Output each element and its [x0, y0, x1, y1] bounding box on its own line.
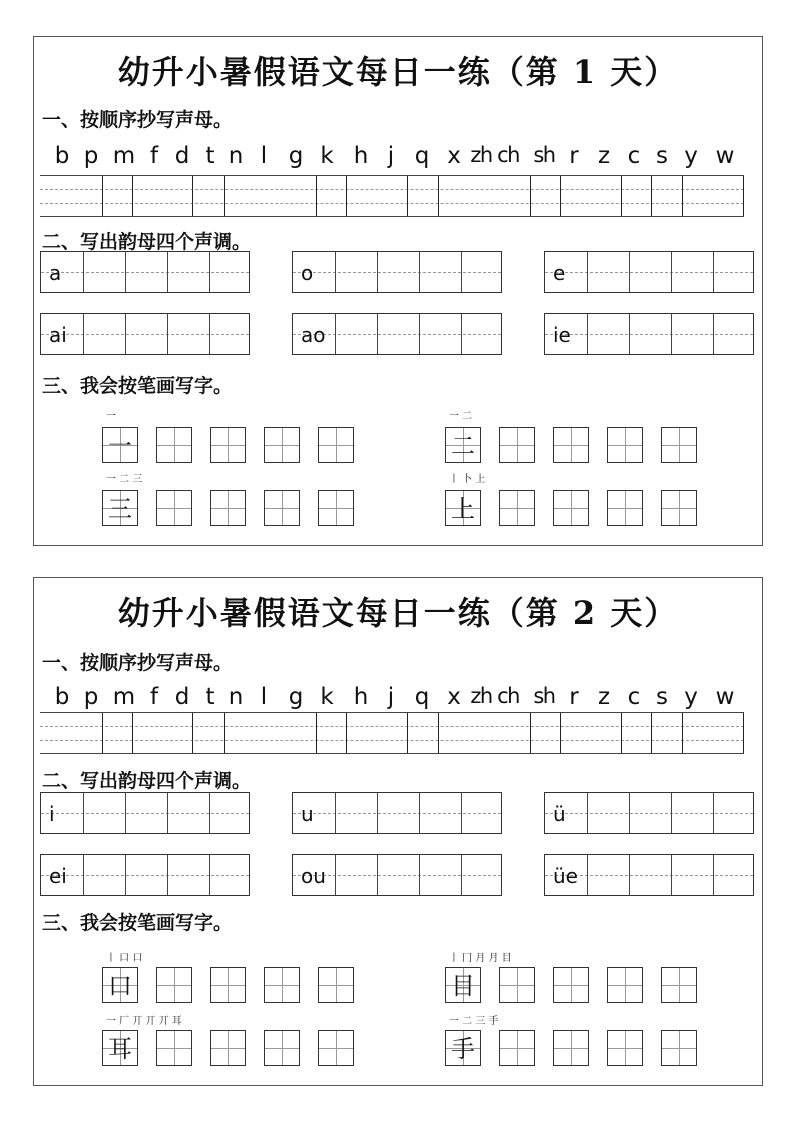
guide-line: [40, 203, 744, 204]
tone-grid-ai[interactable]: [40, 313, 250, 355]
tone-cell[interactable]: [209, 252, 251, 292]
stroke-order: 丨 口 口: [106, 953, 143, 964]
tone-grid-ü[interactable]: [544, 792, 754, 834]
tone-grid-e[interactable]: [544, 251, 754, 293]
tone-cell[interactable]: [419, 855, 461, 895]
initial-sh: sh: [533, 684, 555, 708]
page-title: 幼升小暑假语文每日一练（第 1 天）: [117, 53, 679, 91]
practice-box[interactable]: [264, 427, 300, 463]
tone-cell[interactable]: [83, 252, 125, 292]
tone-cell[interactable]: [335, 793, 377, 833]
initial-z: z: [597, 684, 611, 710]
guide-line: [571, 968, 572, 1002]
guide-line: [679, 1031, 680, 1065]
divider-tick: [407, 176, 408, 216]
worksheet-day-1: [33, 36, 763, 546]
divider-tick: [560, 176, 561, 216]
tone-cell[interactable]: [83, 855, 125, 895]
tone-cell[interactable]: [125, 252, 167, 292]
practice-box[interactable]: [210, 427, 246, 463]
practice-box[interactable]: [607, 490, 643, 526]
practice-box[interactable]: [156, 490, 192, 526]
tone-cell[interactable]: [125, 855, 167, 895]
practice-box[interactable]: [499, 1030, 535, 1066]
stroke-order: 一 二 三 手: [449, 1016, 499, 1027]
tone-grid-üe[interactable]: [544, 854, 754, 896]
tone-cell[interactable]: [377, 855, 419, 895]
tone-cell[interactable]: [335, 252, 377, 292]
practice-box[interactable]: [499, 490, 535, 526]
tone-cell[interactable]: [167, 855, 209, 895]
initial-y: y: [684, 143, 698, 169]
practice-box[interactable]: [264, 967, 300, 1003]
guide-line: [517, 428, 518, 462]
divider-tick: [682, 176, 683, 216]
initial-n: n: [228, 143, 244, 169]
initial-m: m: [112, 684, 136, 710]
initial-l: l: [260, 684, 268, 710]
tone-cell[interactable]: [713, 793, 755, 833]
divider-tick: [224, 713, 225, 753]
model-char: 二: [451, 432, 475, 460]
tone-cell[interactable]: [419, 793, 461, 833]
initial-s: s: [656, 684, 668, 710]
divider-tick: [438, 176, 439, 216]
divider-tick: [192, 713, 193, 753]
initial-z: z: [597, 143, 611, 169]
initial-j: j: [387, 143, 395, 169]
initial-q: q: [414, 143, 430, 169]
initial-k: k: [320, 143, 334, 169]
practice-box[interactable]: [156, 427, 192, 463]
practice-box[interactable]: [661, 490, 697, 526]
tone-grid-a[interactable]: [40, 251, 250, 293]
tone-cell[interactable]: [209, 793, 251, 833]
tone-cell[interactable]: [587, 314, 629, 354]
divider-tick: [651, 176, 652, 216]
practice-box[interactable]: [553, 427, 589, 463]
tone-cell[interactable]: [125, 314, 167, 354]
model-char-box: [445, 490, 481, 526]
section-3-heading: 三、我会按笔画写字。: [42, 375, 233, 397]
tone-cell[interactable]: [713, 314, 755, 354]
tone-cell[interactable]: [629, 793, 671, 833]
practice-box[interactable]: [499, 967, 535, 1003]
guide-line: [679, 968, 680, 1002]
tone-cell[interactable]: [587, 793, 629, 833]
guide-line: [571, 428, 572, 462]
worksheet-day-2: [33, 577, 763, 1086]
section-2-heading: 二、写出韵母四个声调。: [42, 231, 252, 253]
model-char: 上: [451, 495, 475, 523]
initial-ch: ch: [497, 143, 519, 167]
model-char-box: [445, 967, 481, 1003]
practice-box[interactable]: [264, 490, 300, 526]
section-1-heading: 一、按顺序抄写声母。: [42, 652, 233, 674]
tone-cell[interactable]: [587, 252, 629, 292]
final-label: a: [49, 261, 62, 285]
practice-box[interactable]: [264, 1030, 300, 1066]
guide-line: [336, 968, 337, 1002]
tone-cell[interactable]: [83, 314, 125, 354]
practice-box[interactable]: [318, 427, 354, 463]
tone-cell[interactable]: [209, 855, 251, 895]
stroke-order: 丨 冂 月 月 目: [449, 953, 512, 964]
guide-line: [282, 428, 283, 462]
divider-tick: [560, 713, 561, 753]
initial-x: x: [447, 684, 461, 710]
initial-g: g: [288, 143, 304, 169]
initial-j: j: [387, 684, 395, 710]
initial-d: d: [174, 684, 190, 710]
final-label: ü: [553, 802, 566, 826]
tone-grid-ao[interactable]: [292, 313, 502, 355]
divider-tick: [346, 713, 347, 753]
initial-c: c: [627, 684, 641, 710]
guide-line: [282, 1031, 283, 1065]
initial-t: t: [205, 143, 215, 169]
tone-cell[interactable]: [83, 793, 125, 833]
divider-tick: [621, 713, 622, 753]
tone-cell[interactable]: [713, 855, 755, 895]
practice-box[interactable]: [156, 1030, 192, 1066]
initial-b: b: [54, 684, 70, 710]
guide-line: [625, 968, 626, 1002]
initial-f: f: [149, 684, 159, 710]
guide-line: [40, 726, 744, 727]
initial-t: t: [205, 684, 215, 710]
practice-box[interactable]: [156, 967, 192, 1003]
initials-copy-box[interactable]: [40, 175, 744, 217]
divider-tick: [743, 176, 744, 216]
initial-p: p: [83, 143, 99, 169]
tone-grid-u[interactable]: [292, 792, 502, 834]
tone-grid-i[interactable]: [40, 792, 250, 834]
initial-zh: zh: [470, 684, 492, 708]
initial-l: l: [260, 143, 268, 169]
initial-d: d: [174, 143, 190, 169]
section-1-heading: 一、按顺序抄写声母。: [42, 109, 233, 131]
divider-tick: [530, 713, 531, 753]
guide-line: [571, 491, 572, 525]
final-label: ou: [301, 864, 326, 888]
tone-cell[interactable]: [713, 252, 755, 292]
model-char: 口: [108, 972, 132, 1000]
initial-y: y: [684, 684, 698, 710]
initial-g: g: [288, 684, 304, 710]
tone-cell[interactable]: [671, 855, 713, 895]
final-label: ao: [301, 323, 326, 347]
initial-w: w: [715, 143, 735, 169]
initials-copy-box[interactable]: [40, 712, 744, 754]
model-char: 目: [451, 972, 475, 1000]
initial-w: w: [715, 684, 735, 710]
tone-grid-ei[interactable]: [40, 854, 250, 896]
tone-grid-o[interactable]: [292, 251, 502, 293]
guide-line: [679, 491, 680, 525]
final-label: u: [301, 802, 314, 826]
tone-cell[interactable]: [671, 314, 713, 354]
guide-line: [228, 491, 229, 525]
practice-box[interactable]: [661, 427, 697, 463]
tone-cell[interactable]: [167, 793, 209, 833]
guide-line: [282, 968, 283, 1002]
model-char-box: [102, 1030, 138, 1066]
guide-line: [174, 491, 175, 525]
divider-tick: [407, 713, 408, 753]
page-title: 幼升小暑假语文每日一练（第 2 天）: [117, 594, 679, 632]
tone-cell[interactable]: [461, 314, 503, 354]
tone-cell[interactable]: [629, 855, 671, 895]
divider-tick: [224, 176, 225, 216]
initial-q: q: [414, 684, 430, 710]
guide-line: [571, 1031, 572, 1065]
initial-k: k: [320, 684, 334, 710]
model-char-box: [102, 490, 138, 526]
model-char-box: [102, 427, 138, 463]
guide-line: [517, 968, 518, 1002]
tone-cell[interactable]: [167, 314, 209, 354]
guide-line: [174, 428, 175, 462]
final-label: üe: [553, 864, 578, 888]
initial-sh: sh: [533, 143, 555, 167]
initial-h: h: [353, 143, 369, 169]
initial-p: p: [83, 684, 99, 710]
final-label: e: [553, 261, 566, 285]
guide-line: [228, 428, 229, 462]
model-char: 耳: [108, 1035, 132, 1063]
tone-cell[interactable]: [377, 793, 419, 833]
divider-tick: [438, 713, 439, 753]
stroke-order: 一: [106, 411, 116, 422]
initial-n: n: [228, 684, 244, 710]
guide-line: [282, 491, 283, 525]
divider-tick: [132, 713, 133, 753]
guide-line: [336, 428, 337, 462]
divider-tick: [682, 713, 683, 753]
divider-tick: [743, 713, 744, 753]
practice-box[interactable]: [607, 1030, 643, 1066]
practice-box[interactable]: [553, 967, 589, 1003]
divider-tick: [346, 176, 347, 216]
stroke-order: 丨 卜 上: [449, 474, 486, 485]
initial-b: b: [54, 143, 70, 169]
tone-cell[interactable]: [419, 252, 461, 292]
practice-box[interactable]: [318, 967, 354, 1003]
practice-box[interactable]: [553, 1030, 589, 1066]
tone-cell[interactable]: [461, 252, 503, 292]
tone-cell[interactable]: [671, 252, 713, 292]
tone-cell[interactable]: [461, 793, 503, 833]
guide-line: [40, 740, 744, 741]
model-char-box: [445, 427, 481, 463]
divider-tick: [102, 176, 103, 216]
guide-line: [174, 1031, 175, 1065]
divider-tick: [132, 176, 133, 216]
tone-cell[interactable]: [671, 793, 713, 833]
model-char: 手: [451, 1035, 475, 1063]
tone-cell[interactable]: [209, 314, 251, 354]
tone-grid-ie[interactable]: [544, 313, 754, 355]
tone-cell[interactable]: [461, 855, 503, 895]
initial-zh: zh: [470, 143, 492, 167]
guide-line: [625, 491, 626, 525]
initial-h: h: [353, 684, 369, 710]
tone-cell[interactable]: [377, 314, 419, 354]
tone-cell[interactable]: [377, 252, 419, 292]
initial-c: c: [627, 143, 641, 169]
guide-line: [174, 968, 175, 1002]
initial-r: r: [569, 684, 579, 710]
guide-line: [517, 1031, 518, 1065]
final-label: ei: [49, 864, 67, 888]
model-char-box: [102, 967, 138, 1003]
tone-cell[interactable]: [587, 855, 629, 895]
tone-cell[interactable]: [335, 855, 377, 895]
initial-r: r: [569, 143, 579, 169]
practice-box[interactable]: [661, 967, 697, 1003]
practice-box[interactable]: [318, 1030, 354, 1066]
model-char: 三: [108, 495, 132, 523]
initial-f: f: [149, 143, 159, 169]
practice-box[interactable]: [499, 427, 535, 463]
initial-m: m: [112, 143, 136, 169]
divider-tick: [651, 713, 652, 753]
stroke-order: 一 厂 丌 丌 丌 耳: [106, 1016, 182, 1027]
practice-box[interactable]: [607, 967, 643, 1003]
practice-box[interactable]: [210, 490, 246, 526]
tone-grid-ou[interactable]: [292, 854, 502, 896]
tone-cell[interactable]: [419, 314, 461, 354]
guide-line: [228, 968, 229, 1002]
tone-cell[interactable]: [629, 314, 671, 354]
divider-tick: [621, 176, 622, 216]
stroke-order: 一 二: [449, 411, 473, 422]
guide-line: [40, 189, 744, 190]
tone-cell[interactable]: [629, 252, 671, 292]
stroke-order: 一 二 三: [106, 474, 143, 485]
final-label: ai: [49, 323, 67, 347]
divider-tick: [530, 176, 531, 216]
initial-s: s: [656, 143, 668, 169]
model-char: 一: [108, 432, 132, 460]
section-2-heading: 二、写出韵母四个声调。: [42, 770, 252, 792]
final-label: o: [301, 261, 314, 285]
practice-box[interactable]: [553, 490, 589, 526]
guide-line: [517, 491, 518, 525]
guide-line: [625, 428, 626, 462]
divider-tick: [316, 713, 317, 753]
initial-ch: ch: [497, 684, 519, 708]
practice-box[interactable]: [318, 490, 354, 526]
practice-box[interactable]: [607, 427, 643, 463]
final-label: i: [49, 802, 55, 826]
tone-cell[interactable]: [335, 314, 377, 354]
final-label: ie: [553, 323, 571, 347]
guide-line: [336, 1031, 337, 1065]
tone-cell[interactable]: [125, 793, 167, 833]
section-3-heading: 三、我会按笔画写字。: [42, 912, 233, 934]
guide-line: [679, 428, 680, 462]
practice-box[interactable]: [661, 1030, 697, 1066]
divider-tick: [102, 713, 103, 753]
guide-line: [625, 1031, 626, 1065]
divider-tick: [192, 176, 193, 216]
practice-box[interactable]: [210, 1030, 246, 1066]
tone-cell[interactable]: [167, 252, 209, 292]
guide-line: [228, 1031, 229, 1065]
model-char-box: [445, 1030, 481, 1066]
divider-tick: [316, 176, 317, 216]
practice-box[interactable]: [210, 967, 246, 1003]
initial-x: x: [447, 143, 461, 169]
guide-line: [336, 491, 337, 525]
